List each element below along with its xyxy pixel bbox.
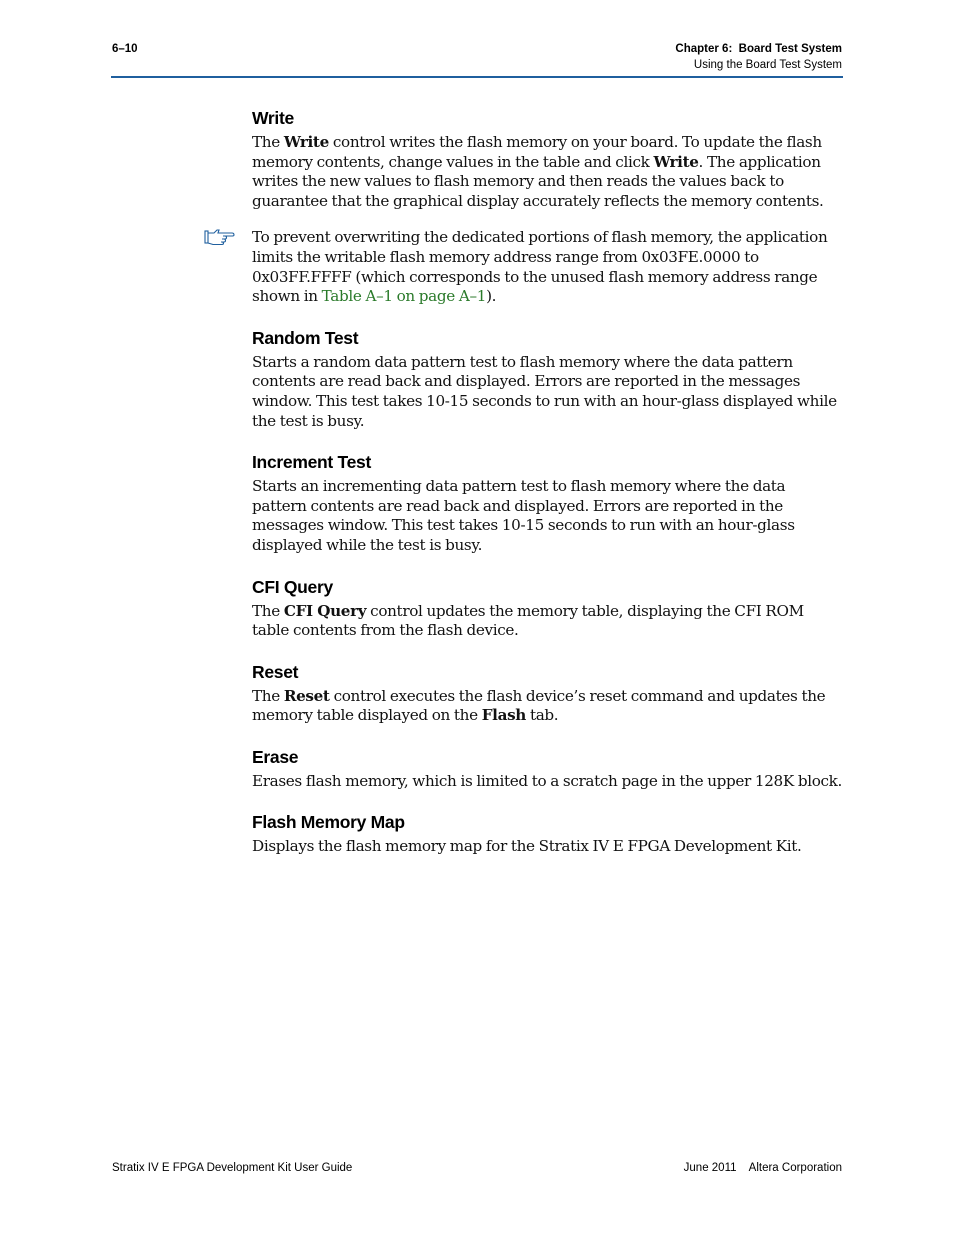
pointing-hand-icon <box>204 228 236 246</box>
section-title: Using the Board Test System <box>693 59 842 71</box>
heading-reset: Reset <box>252 661 299 682</box>
text-span: The <box>252 133 284 151</box>
heading-erase: Erase <box>252 746 299 767</box>
bold-term: Flash <box>481 706 526 725</box>
text-span: control updates the memory table, displaying the CFI ROM table contents from the flash device. <box>252 601 804 640</box>
page-content <box>252 106 842 876</box>
section-increment-test <box>252 450 842 555</box>
table-a1-link[interactable]: Table A–1 on page A–1 <box>321 287 487 306</box>
random-test-paragraph: Starts a random data pattern test to flash memory where the data pattern contents are read back and displayed. Errors are reported in the messages window. This test takes 10-15 seconds to run with an hour-glass displayed while the test is busy. <box>252 352 837 430</box>
bold-term: Write <box>653 152 699 171</box>
note-block <box>252 228 842 306</box>
header-rule <box>111 76 843 78</box>
heading-random-test: Random Test <box>252 327 359 348</box>
text-span: To prevent overwriting the dedicated portions of flash memory, the application limits the writable flash memory address range from 0x03FE.0000 to 0x03FF.FFFF (which corresponds to the unused flash memory address range shown in <box>252 228 828 306</box>
heading-write: Write <box>252 108 294 128</box>
text-span: control writes the flash memory on your board. To update the flash memory contents, change values in the table and click <box>252 133 822 171</box>
section-erase <box>252 745 842 792</box>
chapter-title: Chapter 6: Board Test System <box>675 43 842 55</box>
heading-cfi-query: CFI Query <box>252 576 333 597</box>
text-span: tab. <box>525 706 559 725</box>
text-span: ). <box>486 287 497 306</box>
heading-increment-test: Increment Test <box>252 452 371 473</box>
cfi-query-paragraph <box>252 602 842 641</box>
section-cfi-query <box>252 575 842 641</box>
footer-date-company: June 2011 Altera Corporation <box>683 1162 842 1174</box>
flash-memory-map-paragraph: Displays the flash memory map for the Stratix IV E FPGA Development Kit. <box>252 837 802 856</box>
section-random-test <box>252 326 842 431</box>
text-span: control executes the flash device’s reset command and updates the memory table displayed on the <box>252 686 826 725</box>
bold-term: Write <box>283 133 329 151</box>
page-number: 6–10 <box>112 43 138 55</box>
bold-term: CFI Query <box>283 601 367 620</box>
text-span: The <box>252 686 284 705</box>
footer-title: Stratix IV E FPGA Development Kit User Guide <box>112 1162 353 1174</box>
write-paragraph <box>252 133 842 211</box>
reset-paragraph <box>252 687 842 726</box>
section-reset <box>252 660 842 726</box>
bold-term: Reset <box>283 686 330 705</box>
text-span: The <box>252 601 284 620</box>
increment-test-paragraph: Starts an incrementing data pattern test to flash memory where the data pattern contents are read back and displayed. Errors are reported in the messages window. This test takes 10-15 seconds to run with an hour-glass displayed while the test is busy. <box>252 477 795 554</box>
section-flash-memory-map <box>252 810 842 857</box>
erase-paragraph: Erases flash memory, which is limited to a scratch page in the upper 128K block. <box>252 771 842 790</box>
text-span: . The application writes the new values to flash memory and then reads the values back to guarantee that the graphical display accurately reflects the memory contents. <box>252 152 824 210</box>
note-paragraph <box>252 228 842 306</box>
heading-flash-memory-map: Flash Memory Map <box>252 812 405 833</box>
section-write <box>252 106 842 211</box>
